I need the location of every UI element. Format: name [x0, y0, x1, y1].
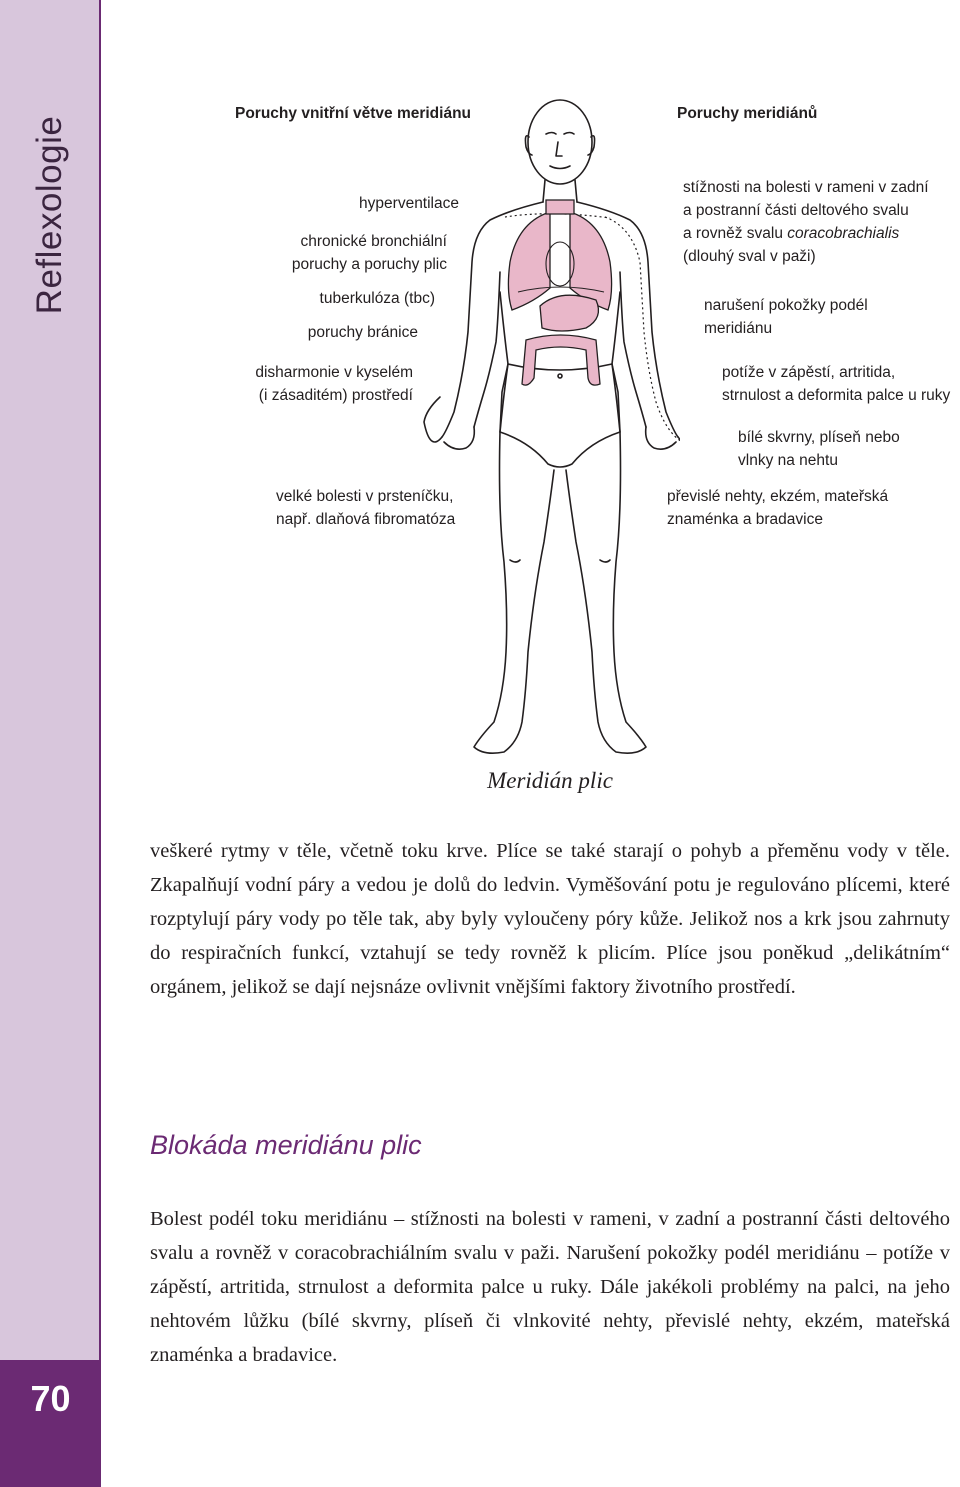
left-leg: [474, 432, 554, 753]
left-heading: Poruchy vnitřní větve meridiánu: [235, 105, 472, 122]
left-lung: [508, 212, 550, 310]
label-bronchial-1: chronické bronchiální: [300, 233, 447, 250]
label-zapesti-2: strnulost a deformita palce u ruky: [722, 387, 951, 404]
page-number: 70: [30, 1378, 71, 1419]
stomach: [540, 295, 598, 331]
label-bronchial-2: poruchy a poruchy plic: [291, 256, 447, 273]
head-outline: [528, 100, 592, 184]
label-pokozka-2: meridiánu: [704, 320, 773, 337]
body-figure-illustration: [400, 92, 680, 760]
right-leg: [566, 432, 646, 753]
body-paragraph-1: veškeré rytmy v těle, včetně toku krve. Plíce se také starají o pohyb a přeměnu vody v těle. Zkapalňují vodní páry a vedou je dolů do ledvin. Vyměšování potu je regulováno plícemi, které rozptylují páry vody po těle tak, aby byly vyloučeny póry kůže. Jelikož nos a krk jsou zahrnuty do respiračních funkcí, vztahují se tedy rovněž k plicím. Plíce jsou poněkud „delikátním“ orgánem, jelikož se dají nejsnáze ovlivnit vnějšími faktory životního prostředí.: [150, 840, 950, 998]
sidebar-title: Reflexologie: [30, 115, 69, 315]
right-hand: [646, 422, 680, 449]
label-ekzem-2: znaménka a bradavice: [667, 511, 823, 528]
label-nehty-2: vlnky na nehtu: [738, 452, 838, 469]
label-rameno-3: a rovněž svalu coracobrachialis: [683, 225, 900, 242]
label-ekzem-1: převislé nehty, ekzém, mateřská: [667, 488, 889, 505]
label-prstenicek-2: např. dlaňová fibromatóza: [276, 511, 456, 528]
underwear: [500, 364, 620, 467]
sidebar: [0, 0, 101, 1487]
trachea: [546, 200, 574, 214]
label-disharmonie-2: (i zásaditém) prostředí: [258, 387, 413, 404]
label-prstenicek-1: velké bolesti v prsteníčku,: [276, 488, 454, 505]
label-rameno-4: (dlouhý sval v paži): [683, 248, 816, 265]
label-branice: poruchy bránice: [307, 324, 418, 341]
body-paragraph-2: Bolest podél toku meridiánu – stížnosti na bolesti v rameni, v zadní a postranní části deltového svalu a rovněž v coracobrachiálním svalu v paži. Narušení pokožky podél meridiánu – potíže v zápěstí, artritida, strnulost a deformita palce u ruky. Dále jakékoli problémy na palci, na jeho nehtovém lůžku (bílé skvrny, plíseň či vlnkovité nehty, převislé nehty, ekzém, mateřská znaménka a bradavice.: [150, 1208, 950, 1366]
right-heading: Poruchy meridiánů: [677, 105, 818, 122]
label-disharmonie-1: disharmonie v kyselém: [255, 364, 413, 381]
label-tbc: tuberkulóza (tbc): [319, 290, 435, 307]
label-rameno-2: a postranní části deltového svalu: [683, 202, 909, 219]
figure-caption: Meridián plic: [487, 768, 613, 793]
label-hyperventilace: hyperventilace: [359, 195, 459, 212]
label-rameno-1: stížnosti na bolesti v rameni v zadní: [683, 179, 929, 196]
section-heading: Blokáda meridiánu plic: [150, 1130, 422, 1160]
label-nehty-1: bílé skvrny, plíseň nebo: [738, 429, 900, 446]
label-pokozka-1: narušení pokožky podél: [704, 297, 868, 314]
coracobrachialis-term: coracobrachialis: [787, 225, 900, 242]
label-zapesti-1: potíže v zápěstí, artritida,: [722, 364, 896, 381]
